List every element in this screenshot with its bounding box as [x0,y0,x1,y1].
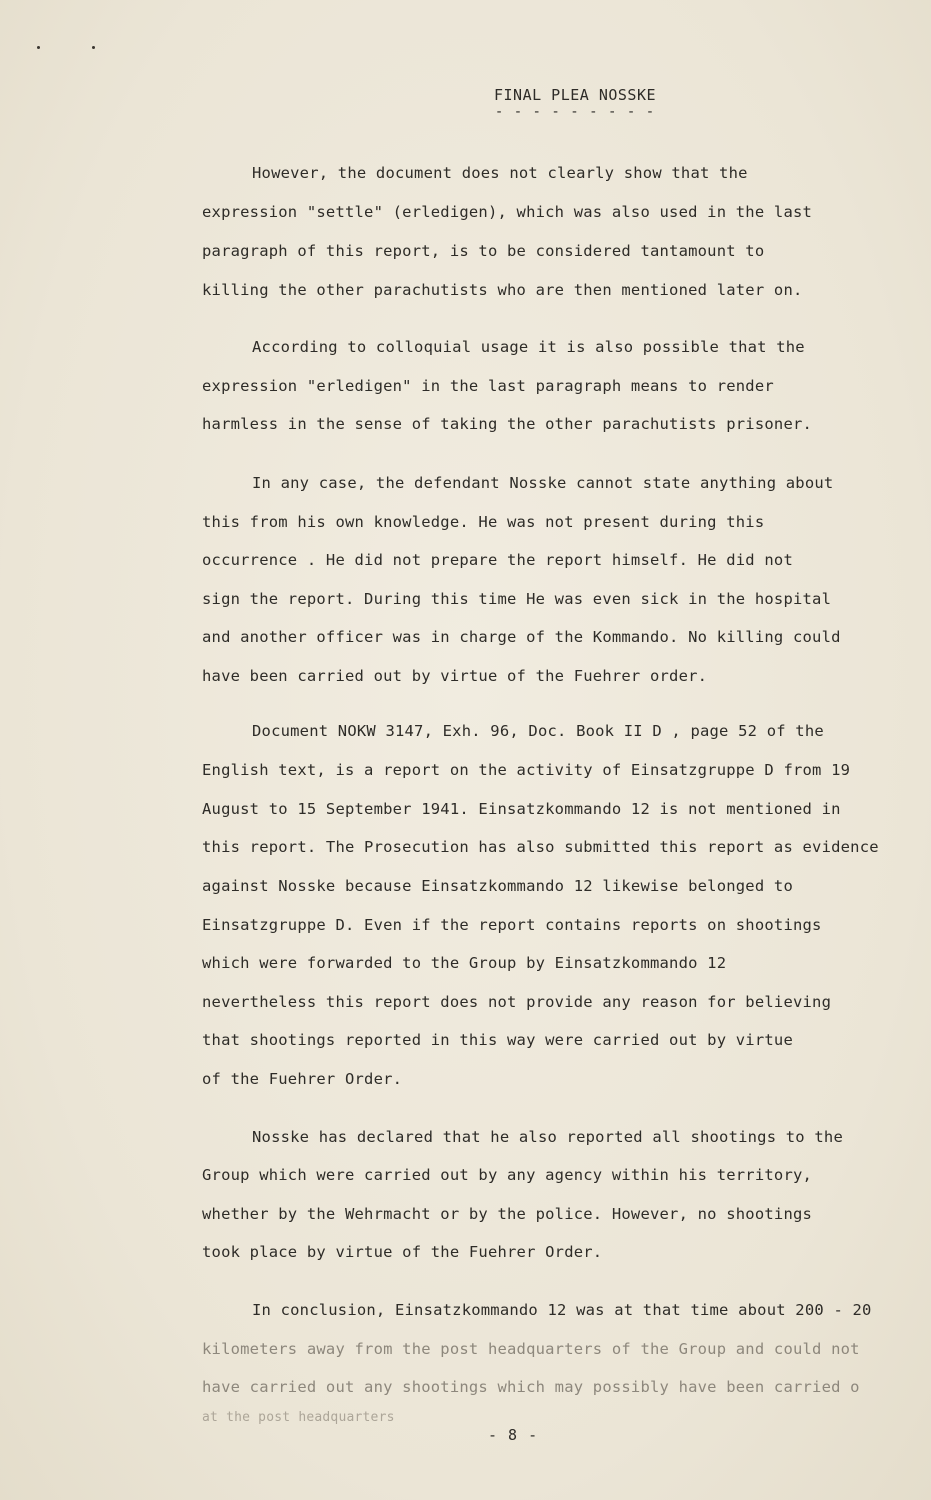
page-number: - 8 - [488,1426,539,1444]
text-line: took place by virtue of the Fuehrer Order. [202,1243,603,1261]
text-line: which were forwarded to the Group by Einsatzkommando 12 [202,954,727,972]
text-line: have been carried out by virtue of the Fuehrer order. [202,667,708,685]
text-line: occurrence . He did not prepare the report himself. He did not [202,551,793,569]
text-line: expression "erledigen" in the last paragraph means to render [202,377,774,395]
text-line: harmless in the sense of taking the other parachutists prisoner. [202,415,813,433]
text-line: In any case, the defendant Nosske cannot state anything about [252,474,834,492]
paper-speck [92,46,95,49]
text-line: of the Fuehrer Order. [202,1070,403,1088]
text-line: killing the other parachutists who are then mentioned later on. [202,281,803,299]
text-line: However, the document does not clearly show that the [252,164,748,182]
text-line: Document NOKW 3147, Exh. 96, Doc. Book II D , page 52 of the [252,722,824,740]
text-line: August to 15 September 1941. Einsatzkommando 12 is not mentioned in [202,800,841,818]
text-line: English text, is a report on the activity of Einsatzgruppe D from 19 [202,761,851,779]
text-line: that shootings reported in this way were carried out by virtue [202,1031,793,1049]
text-line: According to colloquial usage it is also possible that the [252,338,805,356]
text-line: nevertheless this report does not provide any reason for believing [202,993,832,1011]
text-line: Nosske has declared that he also reported all shootings to the [252,1128,843,1146]
text-line: this from his own knowledge. He was not present during this [202,513,765,531]
text-line: and another officer was in charge of the Kommando. No killing could [202,628,841,646]
text-line: paragraph of this report, is to be considered tantamount to [202,242,765,260]
text-line: Group which were carried out by any agency within his territory, [202,1166,813,1184]
text-line: In conclusion, Einsatzkommando 12 was at that time about 200 - 20 [252,1301,872,1319]
text-line: kilometers away from the post headquarters of the Group and could not [202,1340,860,1358]
text-line: against Nosske because Einsatzkommando 12 likewise belonged to [202,877,793,895]
text-line: whether by the Wehrmacht or by the police. However, no shootings [202,1205,813,1223]
text-line: at the post headquarters [202,1410,395,1425]
text-line: Einsatzgruppe D. Even if the report contains reports on shootings [202,916,822,934]
text-line: sign the report. During this time He was even sick in the hospital [202,590,832,608]
text-line: expression "settle" (erledigen), which was also used in the last [202,203,813,221]
text-line: have carried out any shootings which may possibly have been carried o [202,1378,860,1396]
text-line: this report. The Prosecution has also submitted this report as evidence [202,838,879,856]
document-title: FINAL PLEA NOSSKE [493,86,657,104]
title-underline: - - - - - - - - - [494,104,656,120]
paper-speck [37,46,40,49]
